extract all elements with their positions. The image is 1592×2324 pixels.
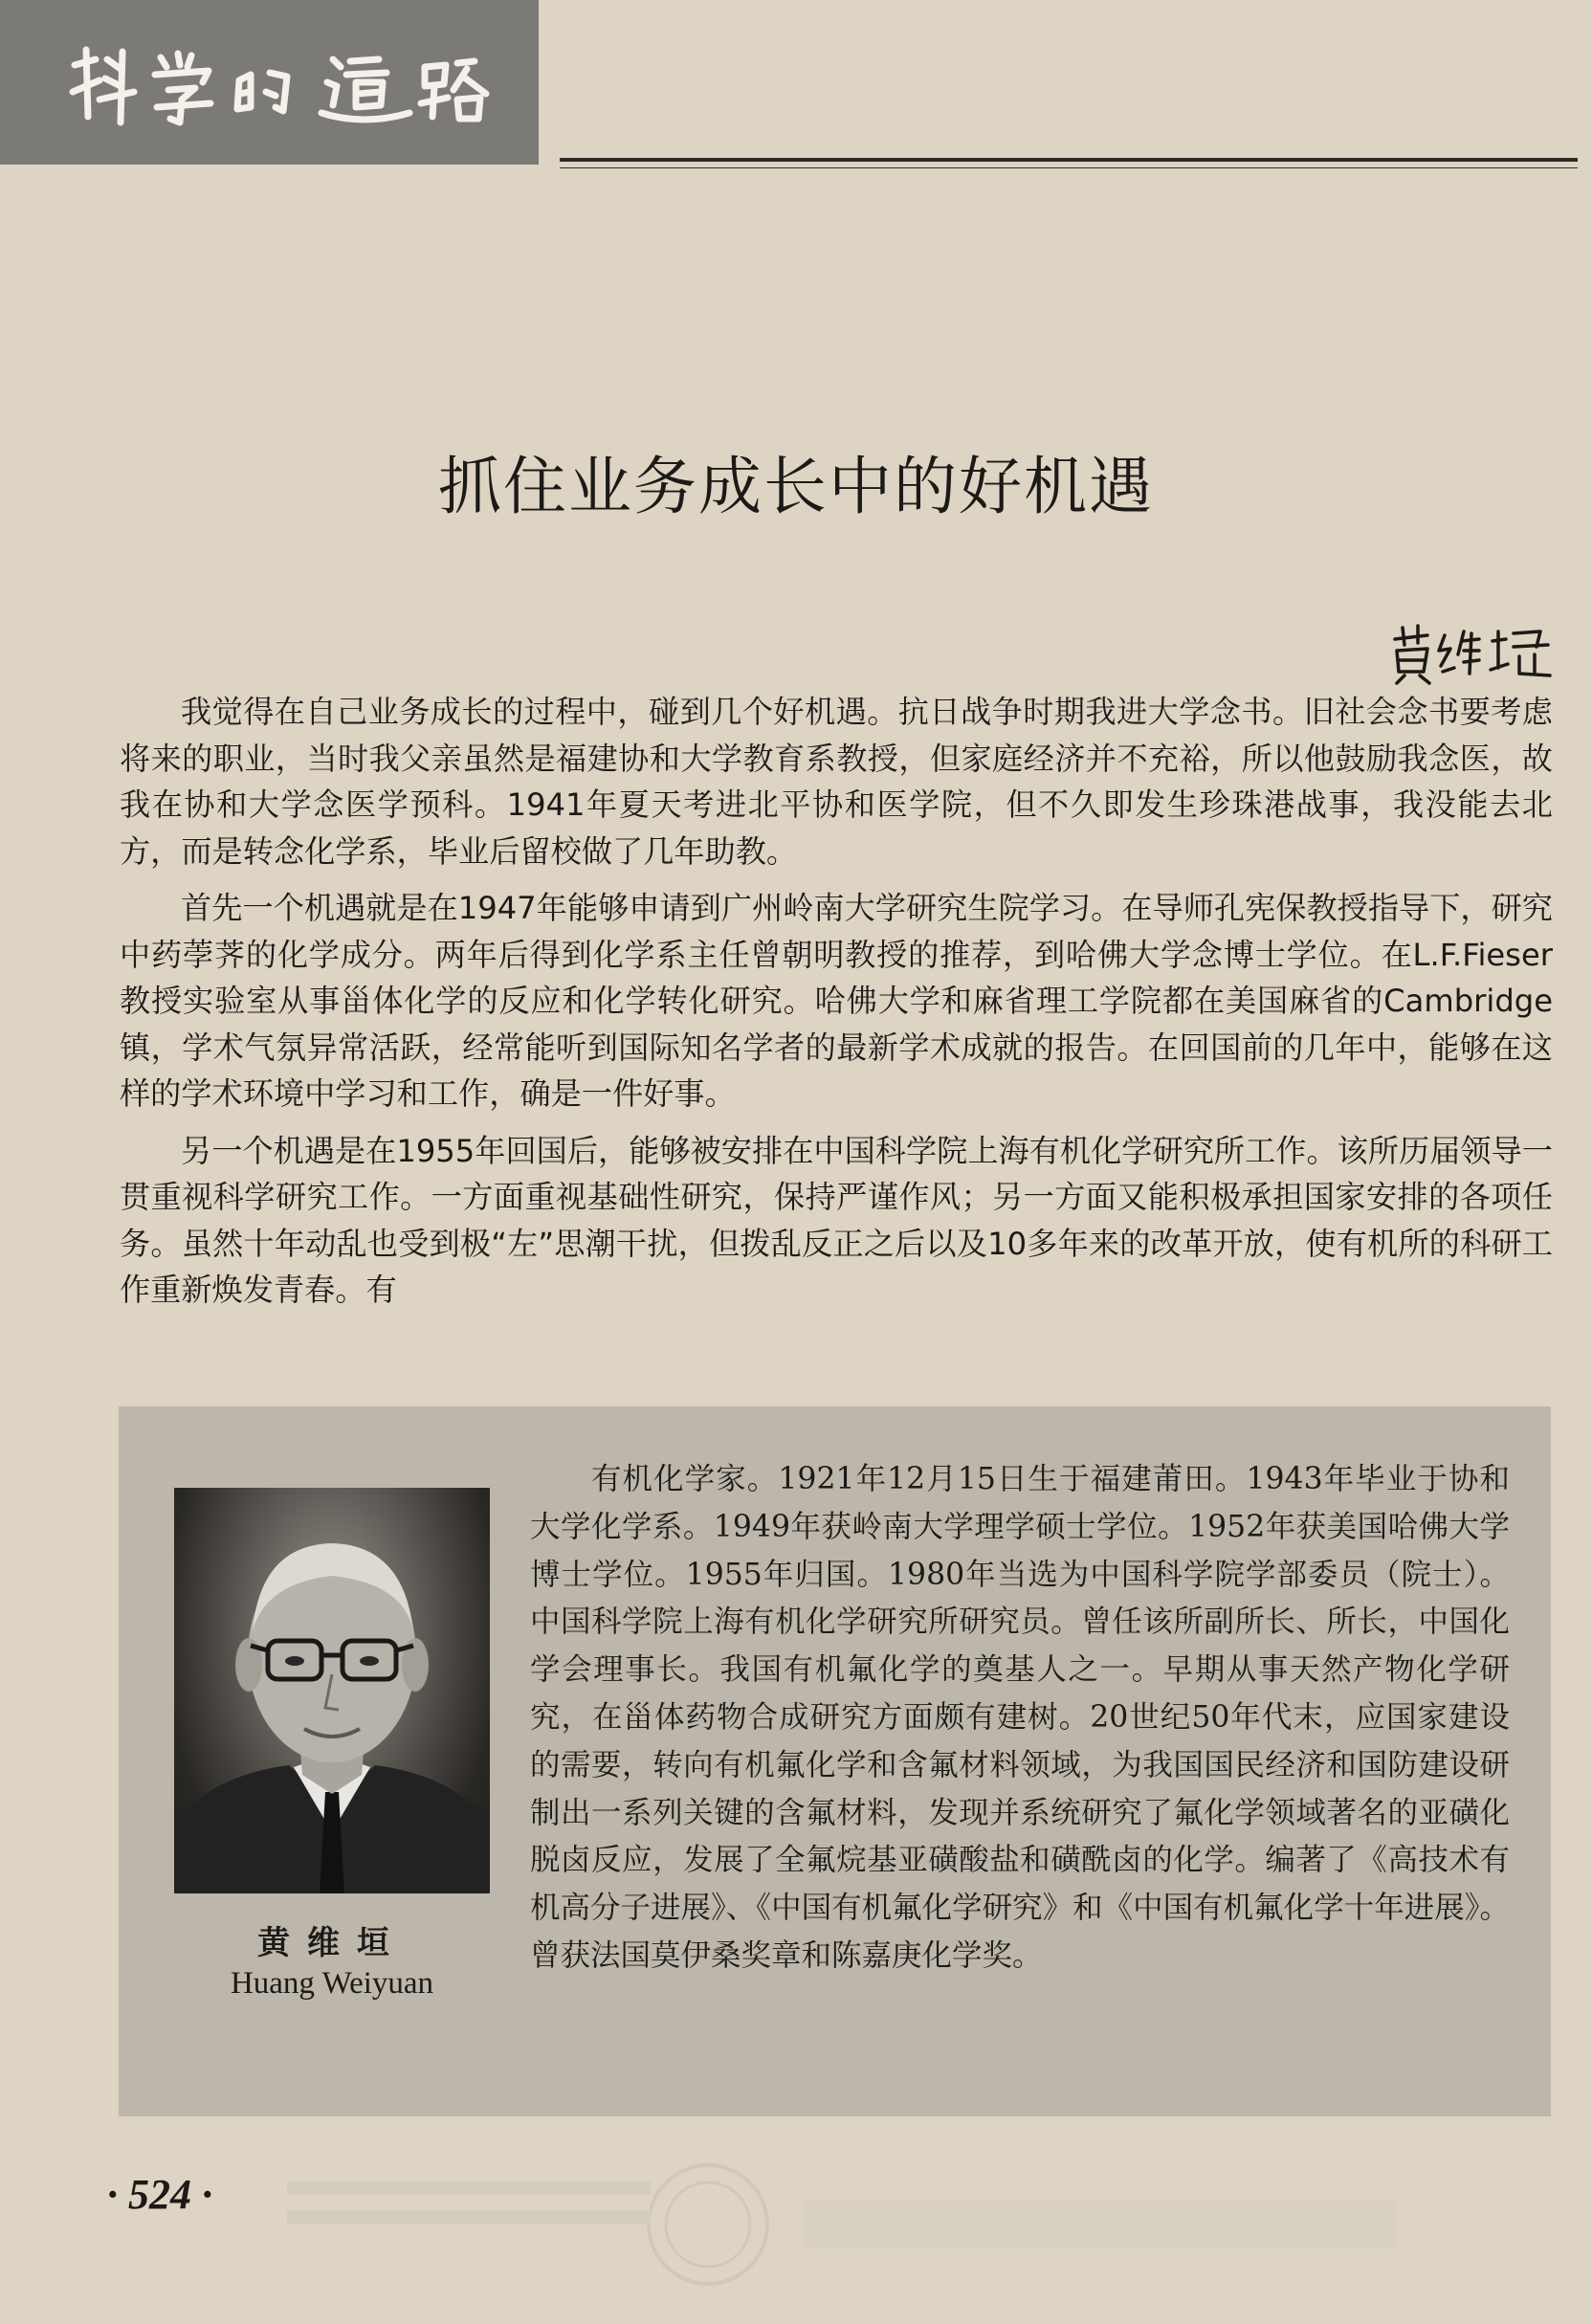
biography-text: 有机化学家。1921年12月15日生于福建莆田。1943年毕业于协和大学化学系。1949年获岭南大学理学硕士学位。1952年获美国哈佛大学博士学位。1955年归国。1980年当选为中国科学院学部委员（院士）。中国科学院上海有机化学研究所研究员。曾任该所副所长、所长，中国化学会理事长。我国有机氟化学的奠基人之一。早期从事天然产物化学研究，在甾体药物合成研究方面颇有建树。20世纪50年代末，应国家建设的需要，转向有机氟化学和含氟材料领域，为我国国民经济和国防建设研制出一系列关键的含氟材料，发现并系统研究了氟化学领域著名的亚磺化脱卤反应，发展了全氟烷基亚磺酸盐和磺酰卤的化学。编著了《高技术有机高分子进展》、《中国有机氟化学研究》和《中国有机氟化学十年进展》。曾获法国莫伊桑奖章和陈嘉庚化学奖。 xyxy=(530,1462,1510,1973)
watermark-seal-icon xyxy=(268,2143,1454,2306)
author-signature xyxy=(1385,612,1558,689)
biography-box xyxy=(119,1406,1551,2116)
person-name-english: Huang Weiyuan xyxy=(230,1966,434,2001)
body-paragraph: 另一个机遇是在1955年回国后，能够被安排在中国科学院上海有机化学研究所工作。该所历届领导一贯重视科学研究工作。一方面重视基础性研究，保持严谨作风；另一方面又能积极承担国家安排的各项任务。虽然十年动乱也受到极“左”思潮干扰，但拨乱反正之后以及10多年来的改革开放，使有机所的科研工作重新焕发青春。有 xyxy=(120,1132,1553,1308)
body-paragraph: 我觉得在自己业务成长的过程中，碰到几个好机遇。抗日战争时期我进大学念书。旧社会念书要考虑将来的职业，当时我父亲虽然是福建协和大学教育系教授，但家庭经济并不充裕，所以他鼓励我念医，故我在协和大学念医学预科。1941年夏天考进北平协和医学院，但不久即发生珍珠港战事，我没能去北方，而是转念化学系，毕业后留校做了几年助教。 xyxy=(120,694,1553,870)
person-name-chinese: 黄维垣 xyxy=(257,1924,407,1962)
article-title: 抓住业务成长中的好机遇 xyxy=(438,450,1154,523)
section-header-box xyxy=(0,0,539,165)
portrait-photo xyxy=(174,1488,490,1893)
header-rule-thick xyxy=(560,158,1578,162)
article-body xyxy=(120,689,1553,1324)
page-number: · 524 · xyxy=(107,2171,212,2218)
header-rule-thin xyxy=(560,167,1578,168)
section-title-calligraphy xyxy=(0,0,539,165)
body-paragraph: 首先一个机遇就是在1947年能够申请到广州岭南大学研究生院学习。在导师孔宪保教授指导下，研究中药荸荠的化学成分。两年后得到化学系主任曾朝明教授的推荐，到哈佛大学念博士学位。在L.F.Fieser教授实验室从事甾体化学的反应和化学转化研究。哈佛大学和麻省理工学院都在美国麻省的Cambridge镇，学术气氛异常活跃，经常能听到国际知名学者的最新学术成就的报告。在回国前的几年中，能够在这样的学术环境中学习和工作，确是一件好事。 xyxy=(120,890,1553,1112)
